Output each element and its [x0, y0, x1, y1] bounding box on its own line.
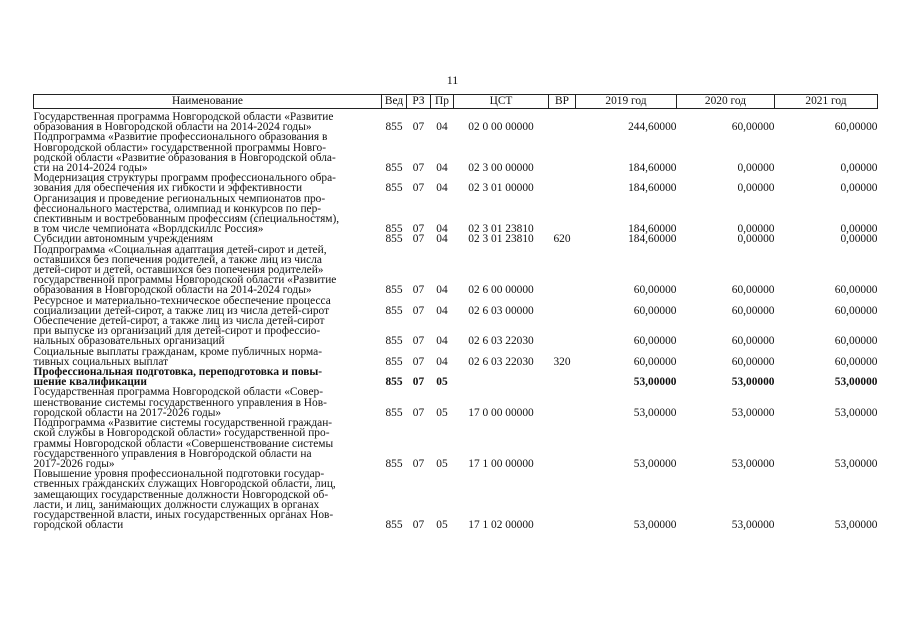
cell-name-line: образования в Новгородской области на 2014-2024 годы» [33, 284, 312, 297]
table-row [34, 387, 878, 418]
cell-name-line: зования для обеспечения их гибкости и эффективности [33, 182, 303, 195]
cell-name-line: социализации детей-сирот, а также лиц из числа детей-сирот [33, 304, 330, 317]
cell-vr: 620 [553, 233, 571, 246]
cell-rz: 07 [412, 304, 425, 317]
cell-name-line: Социальные выплаты гражданам, кроме публичных норма- [33, 345, 322, 358]
cell-vr [549, 469, 576, 530]
cell-pr: 05 [436, 457, 448, 470]
cell-pr: 04 [436, 355, 448, 368]
cell-name [34, 132, 382, 173]
table-row [34, 469, 878, 530]
cell-2020: 60,00000 [731, 355, 775, 368]
cell-ved: 855 [385, 162, 403, 175]
cell-2020: 60,00000 [731, 304, 775, 317]
cell-name-line: Подпрограмма «Развитие профессионального образования в [33, 131, 328, 144]
cell-name-line: Субсидии автономным учреждениям [33, 233, 213, 246]
cell-name-line: 2017-2026 годы» [33, 457, 115, 470]
budget-table [33, 94, 878, 530]
column-header-ved: Вед [382, 95, 407, 109]
cell-rz: 07 [412, 223, 425, 236]
cell-pr: 04 [436, 304, 448, 317]
cell-2019: 60,00000 [633, 355, 677, 368]
cell-vr [549, 173, 576, 193]
table-row [34, 132, 878, 173]
cell-2020: 53,00000 [731, 519, 775, 532]
cell-pr: 04 [436, 121, 448, 134]
cell-ved: 855 [385, 304, 403, 317]
cell-cst: 17 0 00 00000 [468, 406, 534, 419]
cell-2021: 60,00000 [834, 121, 878, 134]
cell-2021: 53,00000 [834, 457, 878, 470]
cell-ved: 855 [385, 284, 403, 297]
cell-vr [549, 194, 576, 235]
page-number: 11 [446, 73, 459, 87]
cell-name-line: Обеспечение детей-сирот, а также лиц из числа детей-сирот [33, 315, 325, 328]
cell-2019: 184,60000 [628, 182, 677, 195]
cell-2020: 0,00000 [737, 223, 775, 236]
cell-pr: 04 [436, 284, 448, 297]
cell-pr: 05 [436, 376, 448, 389]
cell-cst: 02 3 01 23810 [468, 223, 534, 236]
cell-2019: 184,60000 [628, 233, 677, 246]
cell-2020: 0,00000 [737, 162, 775, 175]
cell-2021: 0,00000 [840, 223, 878, 236]
cell-name-line: замещающих государственные должности Новгородской об- [33, 488, 329, 501]
cell-name [34, 347, 382, 367]
column-header-2021: 2021 год [775, 95, 878, 109]
cell-rz: 07 [412, 355, 425, 368]
cell-name-line: Государственная программа Новгородской области «Совер- [33, 386, 324, 399]
cell-cst [454, 367, 549, 387]
cell-pr: 04 [436, 335, 448, 348]
cell-name [34, 296, 382, 316]
cell-cst: 02 3 01 23810 [468, 233, 534, 246]
cell-2021: 60,00000 [834, 355, 878, 368]
cell-name-line: Новгородской области» государственной программы Новго- [33, 141, 327, 154]
cell-cst: 02 3 01 00000 [468, 182, 534, 195]
cell-name-line: городской области [33, 519, 124, 532]
cell-2020: 53,00000 [731, 376, 775, 389]
cell-pr: 04 [436, 162, 448, 175]
cell-2020: 53,00000 [731, 457, 775, 470]
cell-rz: 07 [412, 406, 425, 419]
cell-name [34, 469, 382, 530]
cell-rz: 07 [412, 233, 425, 246]
cell-2021: 60,00000 [834, 304, 878, 317]
cell-name [34, 173, 382, 193]
cell-ved: 855 [385, 335, 403, 348]
table-row [34, 112, 878, 132]
cell-2020: 60,00000 [731, 121, 775, 134]
cell-vr [549, 296, 576, 316]
cell-pr: 05 [436, 519, 448, 532]
cell-vr: 320 [553, 355, 571, 368]
column-header-pr: Пр [431, 95, 454, 109]
cell-name-line: шение квалификации [33, 376, 147, 389]
cell-name-line: государственного управления в Новгородской области на [33, 447, 312, 460]
table-row [34, 316, 878, 347]
cell-pr: 04 [436, 182, 448, 195]
table-row [34, 296, 878, 316]
column-header-rz: РЗ [407, 95, 431, 109]
cell-name-line: Подпрограмма «Социальная адаптация детей-сирот и детей, [33, 243, 327, 256]
cell-name-line: тивных социальных выплат [33, 355, 169, 368]
cell-ved: 855 [385, 519, 403, 532]
cell-cst: 02 6 00 00000 [468, 284, 534, 297]
table-header-row [34, 95, 878, 109]
cell-rz: 07 [412, 121, 425, 134]
cell-name-line: Организация и проведение региональных чемпионатов про- [33, 192, 326, 205]
cell-2019: 184,60000 [628, 162, 677, 175]
cell-vr [549, 418, 576, 469]
cell-name-line: детей-сирот и детей, оставшихся без попечения родителей» [33, 264, 324, 277]
cell-2019: 53,00000 [633, 519, 677, 532]
cell-2021: 0,00000 [840, 162, 878, 175]
cell-rz: 07 [412, 376, 425, 389]
table-row [34, 418, 878, 469]
cell-name-line: шенствование системы государственного управления в Нов- [33, 396, 327, 409]
cell-2021: 60,00000 [834, 335, 878, 348]
cell-name-line: ской службы в Новгородской области» государственной про- [33, 427, 330, 440]
cell-name [34, 112, 382, 132]
cell-name-line: Профессиональная подготовка, переподготовка и повы- [33, 366, 323, 379]
cell-vr [549, 316, 576, 347]
cell-name-line: ласти, и лиц, занимающих должности служащих в органах [33, 498, 320, 511]
cell-name-line: сти на 2014-2024 годы» [33, 162, 148, 175]
cell-cst: 17 1 02 00000 [468, 519, 534, 532]
cell-2020: 60,00000 [731, 335, 775, 348]
cell-name-line: городской области на 2017-2026 годы» [33, 406, 222, 419]
cell-name-line: фессионального мастерства, олимпиад и конкурсов по пер- [33, 202, 322, 215]
cell-name-line: Повышение уровня профессиональной подготовки государ- [33, 468, 325, 481]
cell-name-line: спективным и востребованным профессиям (специальностям), [33, 213, 340, 226]
cell-2021: 0,00000 [840, 233, 878, 246]
column-header-cst: ЦСТ [454, 95, 549, 109]
cell-vr [549, 245, 576, 296]
cell-vr [549, 387, 576, 418]
table-row [34, 245, 878, 296]
cell-ved: 855 [385, 121, 403, 134]
table-row [34, 347, 878, 367]
cell-rz: 07 [412, 335, 425, 348]
cell-2019: 244,60000 [628, 121, 677, 134]
cell-cst: 02 6 03 22030 [468, 355, 534, 368]
cell-name-line: государственной программы Новгородской области «Развитие [33, 274, 337, 287]
cell-2021: 53,00000 [834, 519, 878, 532]
cell-vr [549, 367, 576, 387]
cell-pr: 05 [436, 406, 448, 419]
cell-2021: 53,00000 [834, 406, 878, 419]
cell-name-line: родской области «Развитие образования в Новгородской обла- [33, 151, 336, 164]
cell-vr [549, 112, 576, 132]
cell-ved: 855 [385, 406, 403, 419]
cell-2019: 60,00000 [633, 284, 677, 297]
cell-vr [549, 132, 576, 173]
cell-ved: 855 [385, 233, 403, 246]
cell-2019: 53,00000 [633, 406, 677, 419]
column-header-vr: ВР [549, 95, 576, 109]
cell-2019: 184,60000 [628, 223, 677, 236]
cell-2019: 53,00000 [633, 376, 677, 389]
cell-2019: 60,00000 [633, 335, 677, 348]
cell-ved: 855 [385, 376, 403, 389]
table-body [34, 109, 878, 531]
cell-name [34, 418, 382, 469]
cell-name-line: ственных гражданских служащих Новгородской области, лиц, [33, 478, 336, 491]
cell-name-line: оставшихся без попечения родителей, а также лиц из числа [33, 253, 322, 266]
cell-2019: 53,00000 [633, 457, 677, 470]
cell-2021: 60,00000 [834, 284, 878, 297]
cell-rz: 07 [412, 284, 425, 297]
cell-cst: 02 0 00 00000 [468, 121, 534, 134]
cell-name [34, 194, 382, 235]
column-header-2019: 2019 год [576, 95, 677, 109]
cell-name [34, 245, 382, 296]
cell-2020: 53,00000 [731, 406, 775, 419]
cell-2019: 60,00000 [633, 304, 677, 317]
cell-ved: 855 [385, 182, 403, 195]
cell-name-line: государственной власти, иных государственных органах Нов- [33, 508, 334, 521]
column-header-2020: 2020 год [677, 95, 775, 109]
cell-2020: 0,00000 [737, 182, 775, 195]
cell-name-line: Подпрограмма «Развитие системы государственной граждан- [33, 417, 333, 430]
cell-ved: 855 [385, 355, 403, 368]
table-row [34, 367, 878, 387]
cell-cst: 02 3 00 00000 [468, 162, 534, 175]
cell-name [34, 387, 382, 418]
cell-name-line: нальных образовательных организаций [33, 335, 225, 348]
cell-name-line: в том числе чемпионата «Ворлдскиллс Россия» [33, 223, 264, 236]
cell-name-line: Модернизация структуры программ профессионального обра- [33, 172, 336, 185]
cell-name-line: Ресурсное и материально-техническое обеспечение процесса [33, 294, 331, 307]
cell-cst: 02 6 03 22030 [468, 335, 534, 348]
cell-2021: 53,00000 [834, 376, 878, 389]
cell-cst: 17 1 00 00000 [468, 457, 534, 470]
cell-name-line: граммы Новгородской области «Совершенствование системы [33, 437, 334, 450]
cell-rz: 07 [412, 162, 425, 175]
cell-name-line: образования в Новгородской области на 2014-2024 годы» [33, 121, 312, 134]
cell-name-line: Государственная программа Новгородской области «Развитие [33, 111, 334, 123]
cell-name-line: при выпуске из организаций для детей-сирот и профессио- [33, 325, 321, 338]
cell-cst: 02 6 03 00000 [468, 304, 534, 317]
cell-2021: 0,00000 [840, 182, 878, 195]
column-header-name: Наименование [34, 95, 382, 109]
cell-ved: 855 [385, 457, 403, 470]
cell-rz: 07 [412, 457, 425, 470]
cell-pr: 04 [436, 223, 448, 236]
cell-2020: 60,00000 [731, 284, 775, 297]
cell-rz: 07 [412, 182, 425, 195]
cell-ved: 855 [385, 223, 403, 236]
cell-name [34, 316, 382, 347]
table-row [34, 173, 878, 193]
cell-name [34, 367, 382, 387]
cell-rz: 07 [412, 519, 425, 532]
cell-pr: 04 [436, 233, 448, 246]
cell-2020: 0,00000 [737, 233, 775, 246]
table-row [34, 194, 878, 235]
